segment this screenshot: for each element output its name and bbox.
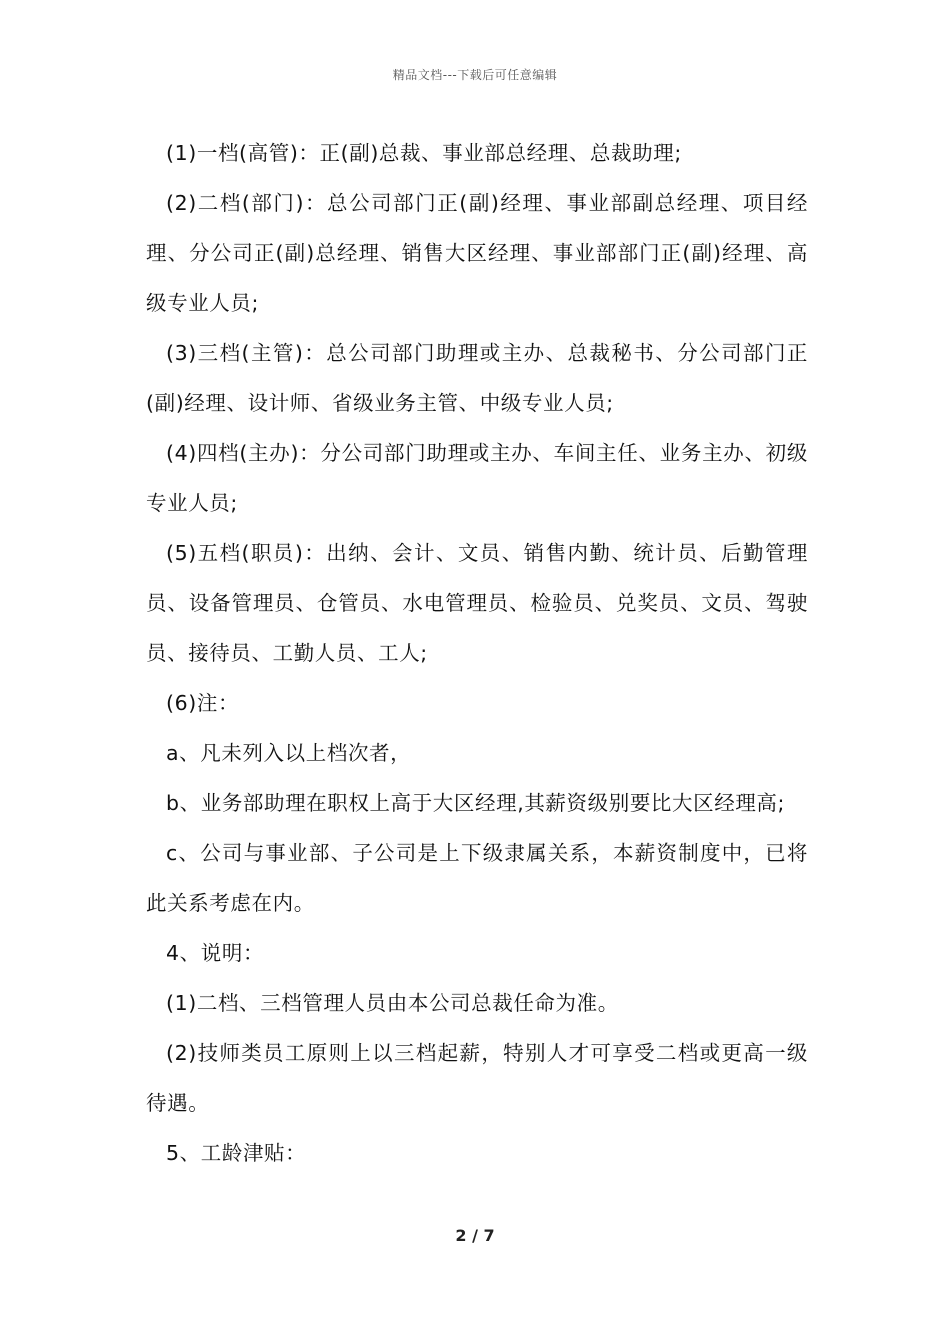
- paragraph-note-heading: (6)注：: [166, 691, 240, 715]
- paragraph-grade-2: (2)二档(部门)：总公司部门正(副)经理、事业部副总经理、项目经理、分公司正(副)总经理、销售大区经理、事业部部门正(副)经理、高级专业人员;: [146, 191, 808, 315]
- paragraph-grade-4: (4)四档(主办)：分公司部门助理或主办、车间主任、业务主办、初级专业人员;: [146, 441, 808, 515]
- paragraph-note-c: c、公司与事业部、子公司是上下级隶属关系，本薪资制度中，已将此关系考虑在内。: [146, 841, 808, 915]
- document-body: [146, 128, 808, 1178]
- paragraph-section-4-heading: 4、说明：: [166, 941, 265, 965]
- page-header: 精品文档---下载后可任意编辑: [392, 68, 558, 82]
- paragraph-grade-3: (3)三档(主管)：总公司部门助理或主办、总裁秘书、分公司部门正(副)经理、设计师、省级业务主管、中级专业人员;: [146, 341, 808, 415]
- paragraph-grade-5: (5)五档(职员)：出纳、会计、文员、销售内勤、统计员、后勤管理员、设备管理员、仓管员、水电管理员、检验员、兑奖员、文员、驾驶员、接待员、工勤人员、工人;: [146, 541, 808, 665]
- page-number: 2 / 7: [455, 1226, 495, 1245]
- paragraph-section-4-item-1: (1)二档、三档管理人员由本公司总裁任命为准。: [166, 991, 619, 1015]
- paragraph-note-b: b、业务部助理在职权上高于大区经理,其薪资级别要比大区经理高;: [166, 791, 786, 815]
- paragraph-note-a: a、凡未列入以上档次者，: [166, 741, 412, 765]
- paragraph-section-4-item-2: (2)技师类员工原则上以三档起薪，特别人才可享受二档或更高一级待遇。: [146, 1041, 808, 1115]
- paragraph-grade-1: (1)一档(高管)：正(副)总裁、事业部总经理、总裁助理;: [166, 141, 682, 165]
- paragraph-section-5-heading: 5、工龄津贴：: [166, 1141, 307, 1165]
